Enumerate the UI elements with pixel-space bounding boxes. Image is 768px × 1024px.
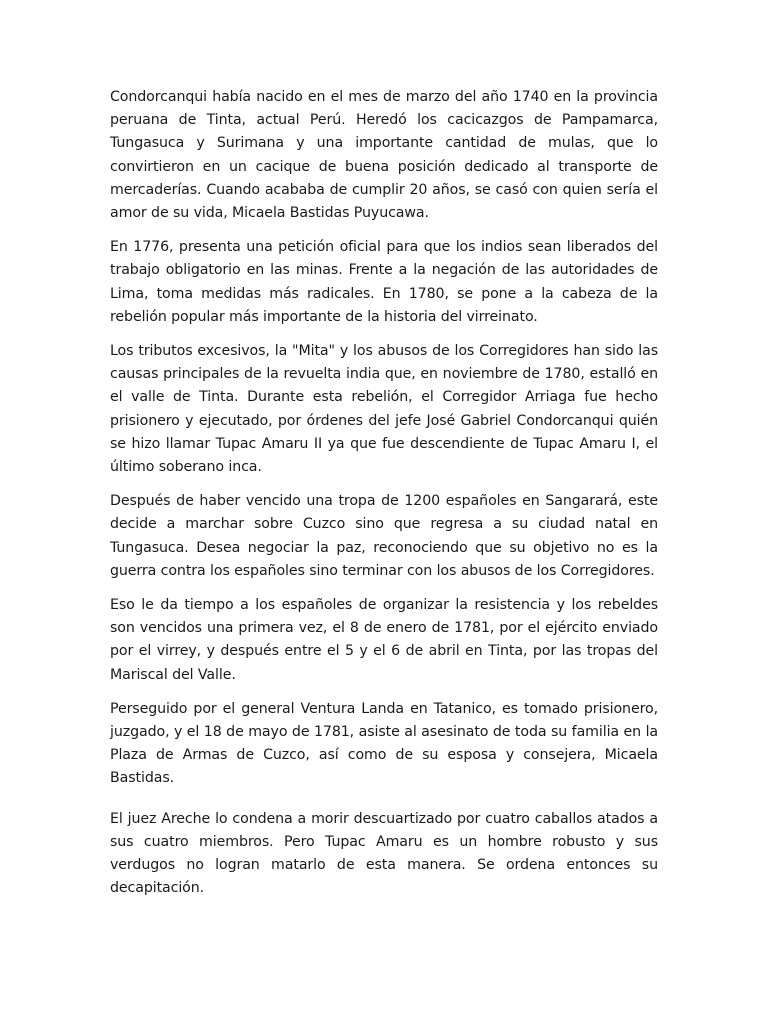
paragraph-2: En 1776, presenta una petición oficial para que los indios sean liberados del trabajo obligatorio en las minas. Frente a la negación de las autoridades de Lima, toma medidas más radicales. En 1780, se pone a la cabeza de la rebelión popular más importante de la historia del virreinato. <box>110 239 658 325</box>
paragraph-6: Perseguido por el general Ventura Landa en Tatanico, es tomado prisionero, juzgado, y el 18 de mayo de 1781, asiste al asesinato de toda su familia en la Plaza de Armas de Cuzco, así como de su esposa y consejera, Micaela Bastidas. <box>110 700 658 787</box>
document-page <box>110 86 658 912</box>
paragraph-1: Condorcanqui había nacido en el mes de marzo del año 1740 en la provincia peruana de Tinta, actual Perú. Heredó los cacicazgos de Pampamarca, Tungasuca y Surimana y una importante cantidad de mulas, que lo convirtieron en un cacique de buena posición dedicado al transporte de mercaderías. Cuando acababa de cumplir 20 años, se casó con quien sería el amor de su vida, Micaela Bastidas Puyucawa. <box>110 89 658 222</box>
paragraph-5: Eso le da tiempo a los españoles de organizar la resistencia y los rebeldes son vencidos una primera vez, el 8 de enero de 1781, por el ejército enviado por el virrey, y después entre el 5 y el 6 de abril en Tinta, por las tropas del Mariscal del Valle. <box>110 597 658 683</box>
paragraph-4: Después de haber vencido una tropa de 1200 españoles en Sangarará, este decide a marchar sobre Cuzco sino que regresa a su ciudad natal en Tungasuca. Desea negociar la paz, reconociendo que su objetivo no es la guerra contra los españoles sino terminar con los abusos de los Corregidores. <box>110 493 658 579</box>
paragraph-3: Los tributos excesivos, la "Mita" y los abusos de los Corregidores han sido las causas principales de la revuelta india que, en noviembre de 1780, estalló en el valle de Tinta. Durante esta rebelión, el Corregidor Arriaga fue hecho prisionero y ejecutado, por órdenes del jefe José Gabriel Condorcanqui quién se hizo llamar Tupac Amaru II ya que fue descendiente de Tupac Amaru I, el último soberano inca. <box>110 343 658 476</box>
paragraph-7: El juez Areche lo condena a morir descuartizado por cuatro caballos atados a sus cuatro miembros. Pero Tupac Amaru es un hombre robusto y sus verdugos no logran matarlo de esta manera. Se ordena entonces su decapitación. <box>110 810 658 897</box>
